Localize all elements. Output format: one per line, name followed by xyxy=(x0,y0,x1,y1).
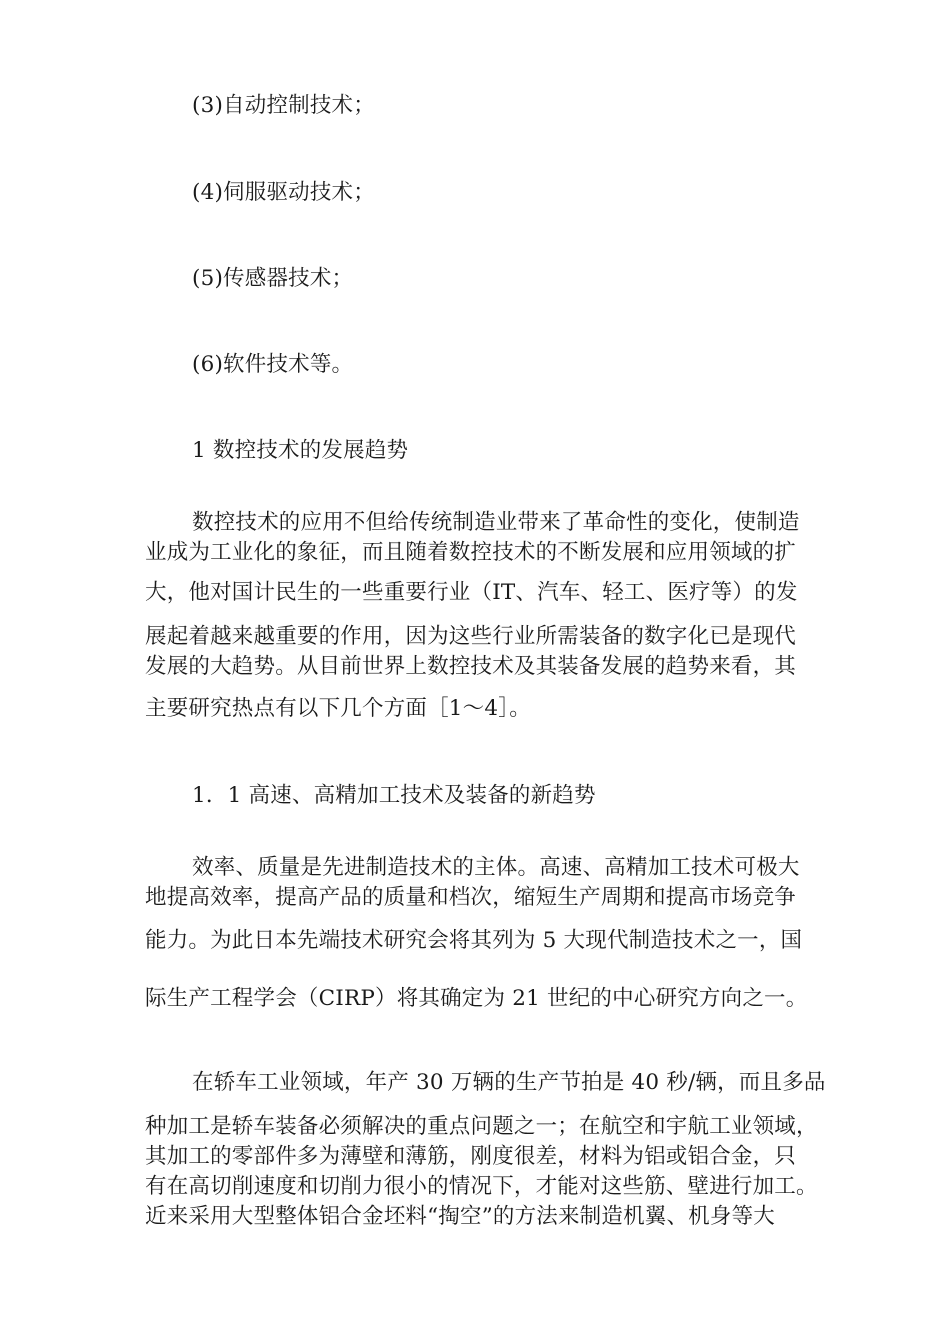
paragraph-line: 能力。为此日本先端技术研究会将其列为 5 大现代制造技术之一，国 xyxy=(145,928,803,953)
paragraph-line: 种加工是轿车装备必须解决的重点问题之一；在航空和宇航工业领域， xyxy=(145,1114,818,1139)
paragraph-line: 业成为工业化的象征，而且随着数控技术的不断发展和应用领域的扩 xyxy=(145,540,797,565)
subsection-heading: 1．1 高速、高精加工技术及装备的新趋势 xyxy=(192,783,596,808)
paragraph-line: 大，他对国计民生的一些重要行业（IT、汽车、轻工、医疗等）的发 xyxy=(145,580,798,605)
section-heading: 1 数控技术的发展趋势 xyxy=(192,438,409,463)
list-item: (5)传感器技术； xyxy=(192,266,354,291)
paragraph-line: 近来采用大型整体铝合金坯料“掏空”的方法来制造机翼、机身等大 xyxy=(145,1204,775,1229)
paragraph-line: 在轿车工业领域，年产 30 万辆的生产节拍是 40 秒/辆，而且多品 xyxy=(192,1070,826,1095)
paragraph-line: 际生产工程学会（CIRP）将其确定为 21 世纪的中心研究方向之一。 xyxy=(145,986,808,1011)
list-item: (4)伺服驱动技术； xyxy=(192,180,375,205)
paragraph-line: 效率、质量是先进制造技术的主体。高速、高精加工技术可极大 xyxy=(192,855,800,880)
paragraph-line: 发展的大趋势。从目前世界上数控技术及其装备发展的趋势来看，其 xyxy=(145,654,797,679)
list-item: (3)自动控制技术； xyxy=(192,93,375,118)
paragraph-line: 主要研究热点有以下几个方面［1～4］。 xyxy=(145,696,531,721)
paragraph-line: 数控技术的应用不但给传统制造业带来了革命性的变化，使制造 xyxy=(192,510,800,535)
paragraph-line: 有在高切削速度和切削力很小的情况下，才能对这些筋、壁进行加工。 xyxy=(145,1174,818,1199)
list-item: (6)软件技术等。 xyxy=(192,352,354,377)
paragraph-line: 展起着越来越重要的作用，因为这些行业所需装备的数字化已是现代 xyxy=(145,624,797,649)
paragraph-line: 其加工的零部件多为薄壁和薄筋，刚度很差，材料为铝或铝合金，只 xyxy=(145,1144,797,1169)
paragraph-line: 地提高效率，提高产品的质量和档次，缩短生产周期和提高市场竞争 xyxy=(145,885,797,910)
